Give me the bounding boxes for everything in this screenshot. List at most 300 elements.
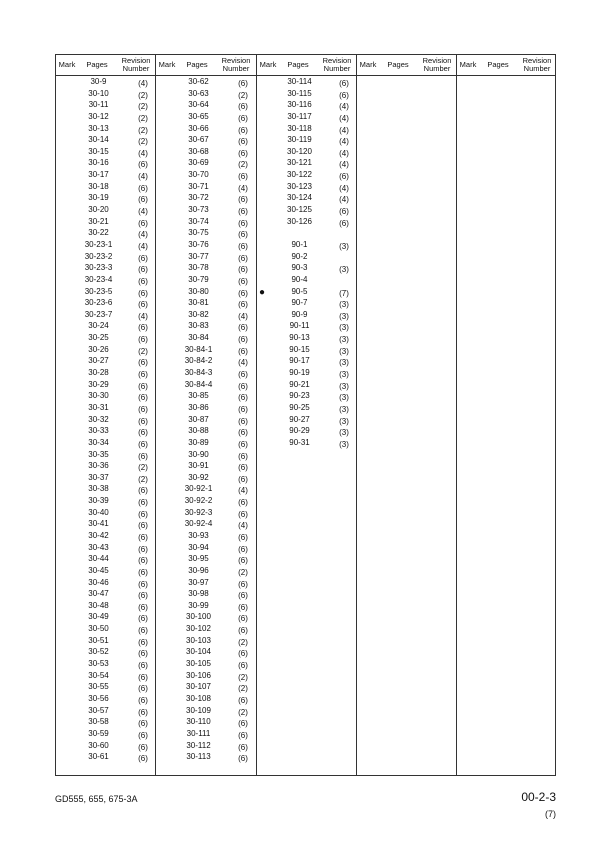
page-cell: 30-63 [188,88,209,98]
revision-cell: (6) [238,463,248,473]
revision-cell: (6) [238,591,248,601]
revision-cell: (6) [238,253,248,263]
table-row [76,204,156,216]
table-row [76,297,156,309]
revision-cell: (6) [138,195,148,205]
header-revision-number [217,57,255,73]
page-cell: 90-3 [291,263,308,273]
revision-cell: (6) [138,719,148,729]
page-cell: 30-46 [88,577,109,587]
revision-cell: (6) [238,125,248,135]
page-cell: 30-123 [287,181,312,191]
column-group-2 [176,76,256,763]
table-row [277,390,357,402]
table-row [76,530,156,542]
table-row [176,623,256,635]
revision-cell: (6) [138,288,148,298]
revision-cell: (6) [138,265,148,275]
page-cell: 30-81 [188,298,209,308]
table-row [76,623,156,635]
revision-cell: (6) [238,661,248,671]
revision-cell: (4) [238,358,248,368]
page-cell: 30-62 [188,77,209,86]
revision-cell: (6) [138,300,148,310]
table-row [277,251,357,263]
revision-cell: (2) [138,137,148,147]
header-mark: Mark [359,60,377,69]
page-cell: 30-23-2 [84,251,113,261]
table-row [176,402,256,414]
page-cell: 90-7 [291,298,308,308]
revision-cell: (2) [238,160,248,170]
page-cell: 30-74 [188,216,209,226]
revision-cell: (6) [238,137,248,147]
revision-cell: (6) [238,428,248,438]
revision-cell: (6) [138,381,148,391]
revision-cell: (6) [238,695,248,705]
table-row [176,181,256,193]
table-row [277,379,357,391]
table-row [76,99,156,111]
page-cell: 90-25 [289,402,310,412]
page-cell: 30-126 [287,216,312,226]
revision-cell: (2) [138,125,148,135]
revision-cell: (4) [238,311,248,321]
table-row [176,99,256,111]
table-row [277,169,357,181]
revision-cell: (4) [339,125,349,135]
table-row [277,88,357,100]
page-revision: (7) [545,809,556,819]
page-cell: 30-84-1 [184,344,213,354]
revision-cell: (6) [138,416,148,426]
page-cell: 30-92 [188,472,209,482]
page-cell: 30-83 [188,321,209,331]
table-row [76,355,156,367]
table-row [76,169,156,181]
revision-cell: (4) [339,183,349,193]
page-number: 00-2-3 [521,790,556,804]
revision-cell: (6) [238,172,248,182]
table-row [176,565,256,577]
page-cell: 30-48 [88,600,109,610]
revision-cell: (6) [138,707,148,717]
table-row [176,379,256,391]
revision-cell: (3) [339,323,349,333]
revision-cell: (6) [138,358,148,368]
page-cell: 30-90 [188,449,209,459]
revision-cell: (6) [238,265,248,275]
page-cell: 30-96 [188,565,209,575]
page-cell: 30-23-1 [84,239,113,249]
page-cell: 30-78 [188,263,209,273]
table-row [176,355,256,367]
table-row [277,76,357,88]
revision-cell: (6) [138,754,148,764]
revision-cell: (6) [138,637,148,647]
revision-cell: (6) [238,113,248,123]
revision-cell: (6) [138,404,148,414]
table-row [176,705,256,717]
table-row [176,157,256,169]
table-row [176,693,256,705]
page-cell: 30-76 [188,239,209,249]
revision-table [55,54,556,776]
table-row [277,414,357,426]
revision-cell: (6) [238,346,248,356]
page-cell: 30-56 [88,693,109,703]
revision-cell: (6) [238,742,248,752]
page-cell: 30-37 [88,472,109,482]
page-cell: 30-119 [287,135,312,145]
page-cell: 30-120 [287,146,312,156]
page-cell: 30-75 [188,228,209,238]
table-row [76,309,156,321]
table-row [176,670,256,682]
revision-cell: (6) [138,544,148,554]
table-row [277,437,357,449]
revision-cell: (6) [138,567,148,577]
revision-cell: (6) [238,300,248,310]
header-revision-number [117,57,155,73]
table-row [76,344,156,356]
revision-cell: (6) [138,276,148,286]
table-row [76,565,156,577]
table-row [176,344,256,356]
header-revision-line2: Number [122,64,150,73]
revision-cell: (3) [339,300,349,310]
table-row [76,379,156,391]
table-row [76,681,156,693]
table-row [76,239,156,251]
page-cell: 30-114 [287,77,312,86]
revision-cell: (4) [138,148,148,158]
page-cell: 30-80 [188,286,209,296]
page-cell: 30-38 [88,484,109,494]
table-row [76,751,156,763]
table-row [176,425,256,437]
page-cell: 30-17 [88,170,109,180]
page-cell: 30-23-6 [84,298,113,308]
page-cell: 30-112 [186,740,211,750]
revision-cell: (4) [138,172,148,182]
header-revision-line2: Number [523,64,551,73]
revision-cell: (2) [238,707,248,717]
page-cell: 30-116 [287,100,312,110]
page-cell: 30-11 [88,100,109,110]
column-group-1 [76,76,156,763]
revision-cell: (6) [138,335,148,345]
page-cell: 30-102 [186,624,211,634]
page-cell: 30-84-4 [184,379,213,389]
table-row [277,111,357,123]
table-row [277,344,357,356]
page-cell: 30-86 [188,402,209,412]
header-revision-line2: Number [222,64,250,73]
table-row [176,542,256,554]
page-cell: 30-39 [88,496,109,506]
revision-cell: (6) [238,474,248,484]
revision-cell: (6) [238,498,248,508]
revision-cell: (6) [238,79,248,88]
table-row [176,577,256,589]
revision-cell: (6) [238,148,248,158]
page-cell: 30-29 [88,379,109,389]
table-row [176,611,256,623]
page-cell: 90-19 [289,368,310,378]
revision-cell: (6) [238,509,248,519]
table-row [277,216,357,228]
revision-cell: (6) [238,416,248,426]
revision-cell: (3) [339,241,349,251]
page-cell: 30-21 [88,216,109,226]
table-row [176,600,256,612]
table-row [176,681,256,693]
revision-cell: (2) [138,90,148,100]
table-row [176,76,256,88]
page-cell: 30-42 [88,530,109,540]
header-mark: Mark [459,60,477,69]
header-mark: Mark [259,60,277,69]
revision-cell: (6) [138,591,148,601]
page-cell: 30-22 [88,228,109,238]
table-row [76,542,156,554]
page-cell: 30-68 [188,146,209,156]
table-row [76,181,156,193]
revision-cell: (6) [238,323,248,333]
revision-cell: (2) [138,463,148,473]
table-row [176,204,256,216]
revision-cell: (6) [138,556,148,566]
revision-cell: (3) [339,311,349,321]
revision-cell: (6) [238,439,248,449]
table-row [76,460,156,472]
revision-cell: (2) [238,567,248,577]
page-cell: 30-106 [186,670,211,680]
table-row [176,658,256,670]
revision-cell: (4) [339,195,349,205]
table-row [76,146,156,158]
table-row [76,402,156,414]
revision-cell: (6) [138,183,148,193]
table-row [76,367,156,379]
revision-cell: (4) [138,241,148,251]
page-cell: 30-27 [88,356,109,366]
table-row [277,192,357,204]
revision-cell: (6) [238,288,248,298]
revision-cell: (6) [138,498,148,508]
table-row [76,320,156,332]
table-row [277,274,357,286]
table-row [76,216,156,228]
revision-cell: (6) [238,602,248,612]
revision-mark-bullet-icon: ● [258,286,266,298]
page-cell: 30-82 [188,309,209,319]
table-row [176,367,256,379]
table-row [76,670,156,682]
revision-cell: (3) [339,381,349,391]
page-cell: 30-85 [188,391,209,401]
table-row [76,274,156,286]
revision-cell: (6) [339,218,349,228]
revision-cell: (4) [138,79,148,88]
page-cell: 30-109 [186,705,211,715]
revision-cell: (6) [138,649,148,659]
table-row [176,553,256,565]
table-row [76,577,156,589]
page-cell: 30-98 [188,589,209,599]
table-row [176,507,256,519]
table-row [176,297,256,309]
page-cell: 30-60 [88,740,109,750]
page-cell: 30-97 [188,577,209,587]
page-cell: 30-41 [88,519,109,529]
table-row [277,227,357,239]
table-row [76,227,156,239]
page-cell: 30-113 [186,752,211,762]
table-row [176,286,256,298]
table-row [277,297,357,309]
revision-cell: (6) [138,428,148,438]
page-cell: 30-50 [88,624,109,634]
page-cell: 30-110 [186,717,211,727]
table-row [176,216,256,228]
table-row [277,134,357,146]
table-row [176,251,256,263]
table-row [76,76,156,88]
revision-cell: (3) [339,358,349,368]
table-row [176,588,256,600]
revision-cell: (2) [138,102,148,112]
revision-cell: (6) [238,207,248,217]
revision-cell: (6) [238,626,248,636]
table-row [277,123,357,135]
table-row [76,600,156,612]
revision-cell: (7) [339,288,349,298]
page-cell: 30-66 [188,123,209,133]
page-cell: 30-103 [186,635,211,645]
header-pages: Pages [86,60,108,69]
model-name: GD555, 655, 675-3A [55,794,138,804]
revision-cell: (3) [339,404,349,414]
page-cell: 30-26 [88,344,109,354]
table-row [76,553,156,565]
revision-cell: (6) [238,195,248,205]
revision-cell: (6) [238,451,248,461]
revision-cell: (6) [138,439,148,449]
page-cell: 30-59 [88,728,109,738]
revision-cell: (3) [339,370,349,380]
header-revision-number [318,57,356,73]
table-row [176,483,256,495]
revision-cell: (6) [138,486,148,496]
revision-cell: (6) [238,556,248,566]
revision-cell: (3) [339,393,349,403]
page-cell: 90-2 [291,251,308,261]
page-cell: 30-14 [88,135,109,145]
revision-cell: (6) [238,649,248,659]
table-row [76,728,156,740]
revision-cell: (3) [339,428,349,438]
revision-cell: (6) [138,532,148,542]
revision-cell: (6) [138,695,148,705]
page-cell: 30-115 [287,88,312,98]
revision-cell: (6) [238,579,248,589]
table-row [176,332,256,344]
page-cell: 30-91 [188,461,209,471]
revision-cell: (6) [238,614,248,624]
page-cell: 30-69 [188,158,209,168]
header-mark: Mark [158,60,176,69]
table-row [176,88,256,100]
page-cell: 90-17 [289,356,310,366]
page-cell: 90-27 [289,414,310,424]
revision-cell: (6) [138,661,148,671]
table-row [176,390,256,402]
page-cell: 30-18 [88,181,109,191]
revision-cell: (4) [339,148,349,158]
table-row [176,437,256,449]
revision-cell: (6) [238,730,248,740]
table-row [76,658,156,670]
page-cell: 30-89 [188,437,209,447]
page-cell: 30-84 [188,333,209,343]
table-row [176,751,256,763]
page-cell: 30-121 [287,158,312,168]
table-row [176,134,256,146]
table-row [277,99,357,111]
page-cell: 90-21 [289,379,310,389]
revision-cell: (4) [138,207,148,217]
table-row [176,740,256,752]
page-cell: 90-4 [291,274,308,284]
table-row [76,507,156,519]
revision-cell: (4) [138,230,148,240]
page-cell: 30-77 [188,251,209,261]
group-divider [456,55,457,775]
revision-cell: (6) [138,253,148,263]
revision-cell: (6) [138,521,148,531]
revision-cell: (6) [238,276,248,286]
table-row [76,251,156,263]
page-cell: 90-9 [291,309,308,319]
table-row [76,646,156,658]
page-cell: 30-125 [287,205,312,215]
header-revision-line1: Revision [322,56,352,65]
table-row [176,716,256,728]
table-row [76,705,156,717]
table-row [76,332,156,344]
header-revision-line1: Revision [522,56,552,65]
revision-cell: (2) [138,113,148,123]
page-cell: 30-61 [88,752,109,762]
revision-cell: (6) [138,672,148,682]
page-cell: 30-49 [88,612,109,622]
table-row [277,239,357,251]
page-cell: 30-57 [88,705,109,715]
page-cell: 30-13 [88,123,109,133]
table-row [76,262,156,274]
page-cell: 30-23-5 [84,286,113,296]
revision-cell: (2) [238,672,248,682]
page-cell: 30-53 [88,659,109,669]
table-row [176,169,256,181]
table-row [277,320,357,332]
table-row [176,262,256,274]
revision-cell: (6) [138,684,148,694]
header-revision-line2: Number [323,64,351,73]
table-row [176,646,256,658]
